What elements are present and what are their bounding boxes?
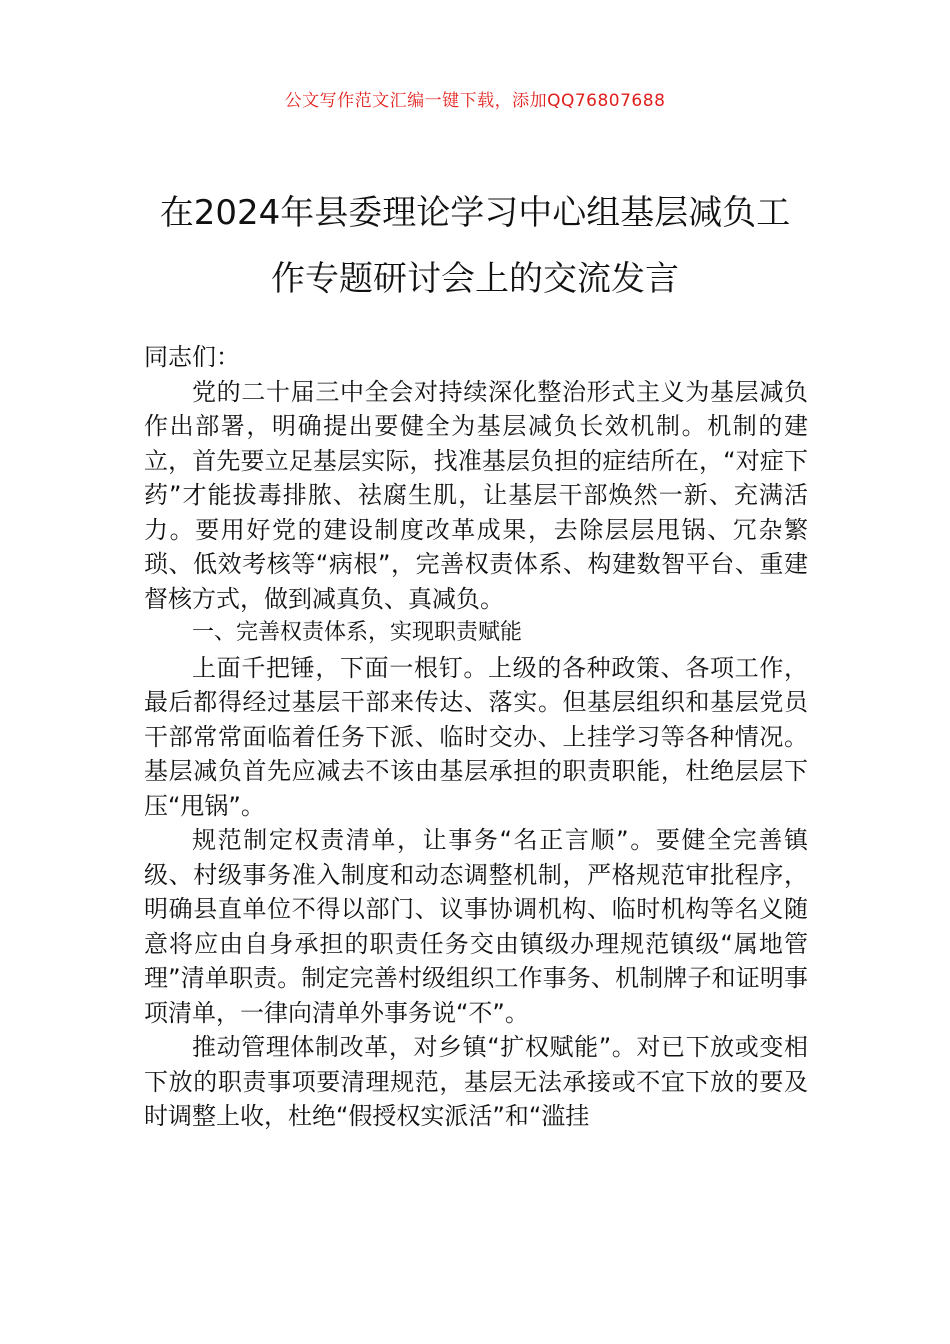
salutation: 同志们： (144, 343, 240, 371)
paragraph-3: 推动管理体制改革，对乡镇“扩权赋能”。对已下放或变相下放的职责事项要清理规范，基层无法承接或不宜下放的要及时调整上收，杜绝“假授权实派活”和“滥挂 (144, 1033, 808, 1130)
document-body (144, 340, 808, 1134)
title-line-1: 在2024年县委理论学习中心组基层减负工 (159, 193, 791, 233)
paragraph-intro: 党的二十届三中全会对持续深化整治形式主义为基层减负作出部署，明确提出要健全为基层减负长效机制。机制的建立，首先要立足基层实际，找准基层负担的症结所在，“对症下药”才能拔毒排脓、祛腐生肌，让基层干部焕然一新、充满活力。要用好党的建设制度改革成果，去除层层甩锅、冗杂繁琐、低效考核等“病根”，完善权责体系、构建数智平台、重建督核方式，做到减真负、真减负。 (144, 377, 808, 613)
download-notice: 公文写作范文汇编一键下载，添加QQ76807688 (284, 91, 666, 111)
title-line-2: 作专题研讨会上的交流发言 (271, 259, 679, 299)
document-title (100, 180, 850, 312)
paragraph-1: 上面千把锤，下面一根钉。上级的各种政策、各项工作，最后都得经过基层干部来传达、落实。但基层组织和基层党员干部常常面临着任务下派、临时交办、上挂学习等各种情况。基层减负首先应减去不该由基层承担的职责职能，杜绝层层下压“甩锅”。 (144, 653, 808, 820)
section-heading-1: 一、完善权责体系，实现职责赋能 (192, 620, 523, 645)
paragraph-2: 规范制定权责清单，让事务“名正言顺”。要健全完善镇级、村级事务准入制度和动态调整机制，严格规范审批程序，明确县直单位不得以部门、议事协调机构、临时机构等名义随意将应由自身承担的职责任务交由镇级办理规范镇级“属地管理”清单职责。制定完善村级组织工作事务、机制牌子和证明事项清单，一律向清单外事务说“不”。 (144, 826, 808, 1027)
